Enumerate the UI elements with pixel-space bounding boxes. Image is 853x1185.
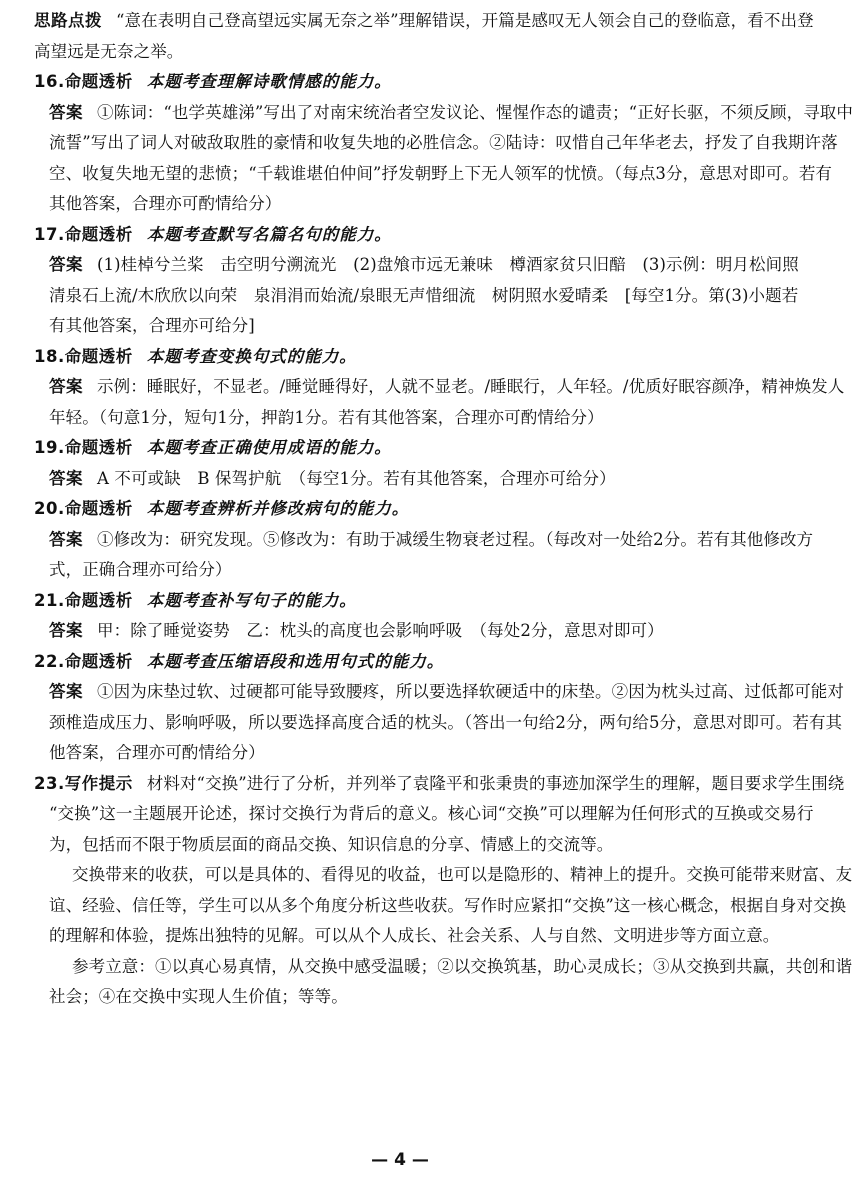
analysis-text: 本题考查辨析并修改病句的能力。 — [146, 499, 410, 518]
q20-answer-line — [34, 555, 772, 586]
analysis-label: 命题透析 — [64, 72, 133, 91]
answer-label: 答案 — [49, 255, 83, 274]
q18-answer-line — [34, 403, 772, 434]
answer-text: 空、收复失地无望的悲愤；“千载谁堪伯仲间”抒发朝野上下无人领军的忧愤。（每点3分，意思对即可。若有 — [49, 163, 833, 183]
page-number: — 4 — — [371, 1150, 429, 1170]
answer-text: ①修改为：研究发现。⑤修改为：有助于减缓生物衰老过程。（每改对一处给2分。若有其他修改方 — [97, 529, 814, 549]
answer-text: 示例：睡眠好，不显老。/睡觉睡得好，人就不显老。/睡眠行，人年轻。/优质好眠容颜净，精神焕发人 — [97, 377, 845, 396]
analysis-text: 本题考查正确使用成语的能力。 — [146, 438, 392, 457]
q17-answer-line — [34, 250, 799, 281]
question-number: 21. — [34, 590, 65, 610]
answer-text: A 不可或缺 B 保驾护航 （每空1分。若有其他答案，合理亦可给分） — [97, 468, 616, 488]
analysis-text: 本题考查压缩语段和选用句式的能力。 — [146, 651, 445, 671]
q22-answer-line — [34, 708, 843, 739]
answer-label: 答案 — [49, 102, 83, 122]
answer-label: 答案 — [49, 377, 83, 396]
writing-tip-text: 社会；④在交换中实现人生价值；等等。 — [49, 987, 348, 1006]
answer-text: 清泉石上流/木欣欣以向荣 泉涓涓而始流/泉眼无声惜细流 树阴照水爱晴柔 [每空1分。第(3)小题若 — [49, 285, 799, 305]
answer-label: 答案 — [49, 621, 83, 640]
q23-line — [34, 830, 772, 861]
writing-tip-text: 为，包括而不限于物质层面的商品交换、知识信息的分享、情感上的交流等。 — [49, 834, 614, 854]
analysis-text: 本题考查变换句式的能力。 — [146, 346, 357, 366]
analysis-label: 命题透析 — [64, 224, 133, 244]
answer-text: 甲：除了睡觉姿势 乙：枕头的高度也会影响呼吸 （每处2分，意思对即可） — [97, 621, 664, 640]
hint-text: 高望远是无奈之举。 — [34, 41, 184, 61]
question-number: 19. — [34, 438, 65, 457]
analysis-text: 本题考查补写句子的能力。 — [146, 590, 357, 610]
hint-label: 思路点拨 — [34, 11, 102, 30]
analysis-text: 本题考查理解诗歌情感的能力。 — [146, 72, 392, 91]
q23-line — [34, 891, 847, 922]
question-number: 22. — [34, 651, 65, 671]
q16-analysis — [34, 67, 772, 98]
q22-analysis — [34, 647, 772, 678]
q23-line — [34, 952, 853, 983]
analysis-label: 命题透析 — [64, 499, 133, 518]
q16-answer-line — [34, 128, 838, 159]
answer-text: 流誓”写出了词人对破敌取胜的豪情和收复失地的必胜信念。②陆诗：叹惜自己年华老去，抒发了自我期许落 — [49, 133, 838, 152]
q21-answer-line — [34, 616, 772, 647]
q17-answer-line — [34, 311, 772, 342]
answer-text: 颈椎造成压力、影响呼吸，所以要选择高度合适的枕头。（答出一句给2分，两句给5分，意思对即可。若有其 — [49, 712, 843, 732]
question-number: 17. — [34, 224, 65, 244]
answer-label: 答案 — [49, 468, 83, 488]
writing-tip-text: 的理解和体验，提炼出独特的见解。可以从个人成长、社会关系、人与自然、文明进步等方面立意。 — [49, 926, 780, 945]
answer-text: (1)桂棹兮兰桨 击空明兮溯流光 (2)盘飧市远无兼味 樽酒家贫只旧醅 (3)示例：明月松间照 — [97, 255, 799, 274]
q16-answer-line — [34, 189, 772, 220]
hint-text: “意在表明自己登高望远实属无奈之举”理解错误，开篇是感叹无人领会自己的登临意，看不出登 — [116, 11, 814, 30]
analysis-text: 本题考查默写名篇名句的能力。 — [146, 224, 392, 244]
q22-answer-line — [34, 677, 844, 708]
analysis-label: 命题透析 — [64, 590, 133, 610]
q21-analysis — [34, 586, 772, 617]
answer-text: 他答案，合理亦可酌情给分） — [49, 743, 265, 762]
writing-tip-text: 交换带来的收获，可以是具体的、看得见的收益，也可以是隐形的、精神上的提升。交换可能带来财富、友 — [72, 865, 853, 884]
q23-line — [34, 799, 814, 830]
hint-line-1 — [34, 6, 814, 37]
analysis-label: 命题透析 — [64, 438, 133, 457]
question-number: 18. — [34, 346, 65, 366]
analysis-label: 命题透析 — [64, 346, 133, 366]
q19-answer-line — [34, 464, 772, 495]
q20-analysis — [34, 494, 772, 525]
question-number: 23. — [34, 773, 65, 793]
q19-analysis — [34, 433, 772, 464]
q16-answer-line — [34, 159, 833, 190]
writing-tip-text: “交换”这一主题展开论述，探讨交换行为背后的意义。核心词“交换”可以理解为任何形式的互换或交易行 — [49, 804, 814, 823]
q17-analysis — [34, 220, 772, 251]
writing-tip-text: 材料对“交换”进行了分析，并列举了袁隆平和张秉贵的事迹加深学生的理解，题目要求学生围绕 — [146, 773, 845, 793]
writing-tip-label: 写作提示 — [64, 773, 133, 793]
answer-text: 年轻。（句意1分，短句1分，押韵1分。若有其他答案，合理亦可酌情给分） — [49, 407, 604, 427]
writing-tip-text: 参考立意：①以真心易真情，从交换中感受温暖；②以交换筑基，助心灵成长；③从交换到共赢，共创和谐 — [72, 956, 853, 976]
writing-tip-text: 谊、经验、信任等，学生可以从多个角度分析这些收获。写作时应紧扣“交换”这一核心概念，根据自身对交换 — [49, 895, 847, 915]
answer-text: 式，正确合理亦可给分） — [49, 560, 232, 579]
answer-text: ①陈词：“也学英雄涕”写出了对南宋统治者空发议论、惺惺作态的谴责；“正好长驱，不须反顾，寻取中 — [97, 102, 853, 122]
answer-text: 有其他答案，合理亦可给分] — [49, 316, 255, 335]
question-number: 20. — [34, 499, 65, 518]
answer-label: 答案 — [49, 529, 83, 549]
hint-line-2 — [34, 37, 772, 68]
q20-answer-line — [34, 525, 814, 556]
q23-line — [34, 769, 845, 800]
q23-line — [34, 860, 853, 891]
answer-text: ①因为床垫过软、过硬都可能导致腰疼，所以要选择软硬适中的床垫。②因为枕头过高、过低都可能对 — [97, 682, 844, 701]
q23-line — [34, 982, 772, 1013]
analysis-label: 命题透析 — [64, 651, 133, 671]
answer-text: 其他答案，合理亦可酌情给分） — [49, 194, 282, 213]
question-number: 16. — [34, 72, 65, 91]
q23-line — [34, 921, 780, 952]
q22-answer-line — [34, 738, 772, 769]
q16-answer-line — [34, 98, 853, 129]
q18-answer-line — [34, 372, 845, 403]
answer-label: 答案 — [49, 682, 83, 701]
q17-answer-line — [34, 281, 799, 312]
q18-analysis — [34, 342, 772, 373]
